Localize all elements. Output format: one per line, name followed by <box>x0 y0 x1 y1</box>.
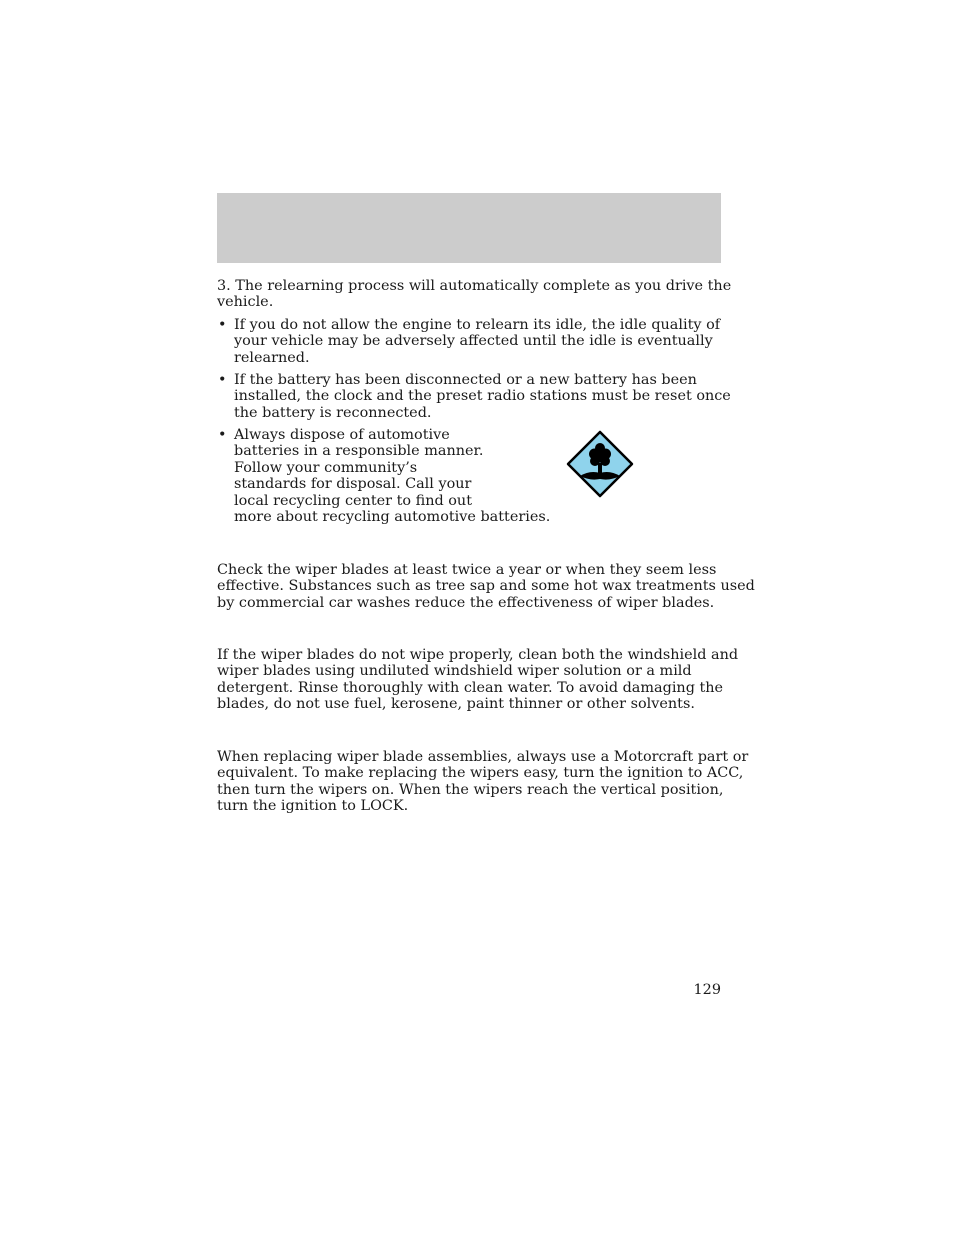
wiper-clean-line: If the wiper blades do not wipe properly, clean both the windshield and <box>217 647 739 663</box>
wiper-check-line: by commercial car washes reduce the effectiveness of wiper blades. <box>217 594 715 611</box>
bullet-line: more about recycling automotive batteries. <box>234 509 551 526</box>
bullet-line: batteries in a responsible manner. <box>234 443 484 460</box>
step-3-line: vehicle. <box>217 294 274 311</box>
wiper-replace-paragraph <box>217 749 749 815</box>
wiper-clean-line: blades, do not use fuel, kerosene, paint thinner or other solvents. <box>217 696 695 713</box>
wiper-clean-line: detergent. Rinse thoroughly with clean water. To avoid damaging the <box>217 679 724 696</box>
bullet-line: relearned. <box>234 349 310 366</box>
environment-tree-icon <box>566 430 634 498</box>
bullet-idle-relearn <box>234 317 720 366</box>
step-3-line: 3. The relearning process will automatically complete as you drive the <box>217 278 732 294</box>
bullet-dot: • <box>218 372 227 388</box>
bullet-battery-disposal <box>234 427 550 525</box>
bullet-line: If you do not allow the engine to relearn its idle, the idle quality of <box>234 317 721 333</box>
bullet-dot: • <box>218 317 227 333</box>
wiper-check-line: effective. Substances such as tree sap and some hot wax treatments used <box>217 578 755 595</box>
bullet-line: Follow your community’s <box>234 459 418 476</box>
wiper-check-paragraph <box>217 562 755 611</box>
wiper-clean-line: wiper blades using undiluted windshield wiper solution or a mild <box>217 663 692 680</box>
wiper-check-line: Check the wiper blades at least twice a year or when they seem less <box>217 562 717 578</box>
bullet-line: installed, the clock and the preset radio stations must be reset once <box>234 388 731 405</box>
bullet-line: standards for disposal. Call your <box>234 476 472 493</box>
wiper-replace-line: When replacing wiper blade assemblies, always use a Motorcraft part or <box>217 749 749 765</box>
wiper-replace-line: turn the ignition to LOCK. <box>217 798 409 815</box>
wiper-replace-line: equivalent. To make replacing the wipers easy, turn the ignition to ACC, <box>217 765 744 782</box>
page-number: 129 <box>693 982 721 998</box>
bullet-line: the battery is reconnected. <box>234 404 432 421</box>
bullet-dot: • <box>218 427 227 443</box>
section-header-band <box>217 193 721 263</box>
bullet-line: If the battery has been disconnected or a new battery has been <box>234 372 697 388</box>
bullet-line: local recycling center to find out <box>234 492 472 509</box>
wiper-clean-paragraph <box>217 647 739 713</box>
wiper-replace-line: then turn the wipers on. When the wipers reach the vertical position, <box>217 781 724 798</box>
step-3-paragraph <box>217 278 732 311</box>
bullet-line: your vehicle may be adversely affected until the idle is eventually <box>234 333 713 350</box>
bullet-line: Always dispose of automotive <box>234 427 450 443</box>
bullet-battery-disconnect <box>234 372 731 421</box>
